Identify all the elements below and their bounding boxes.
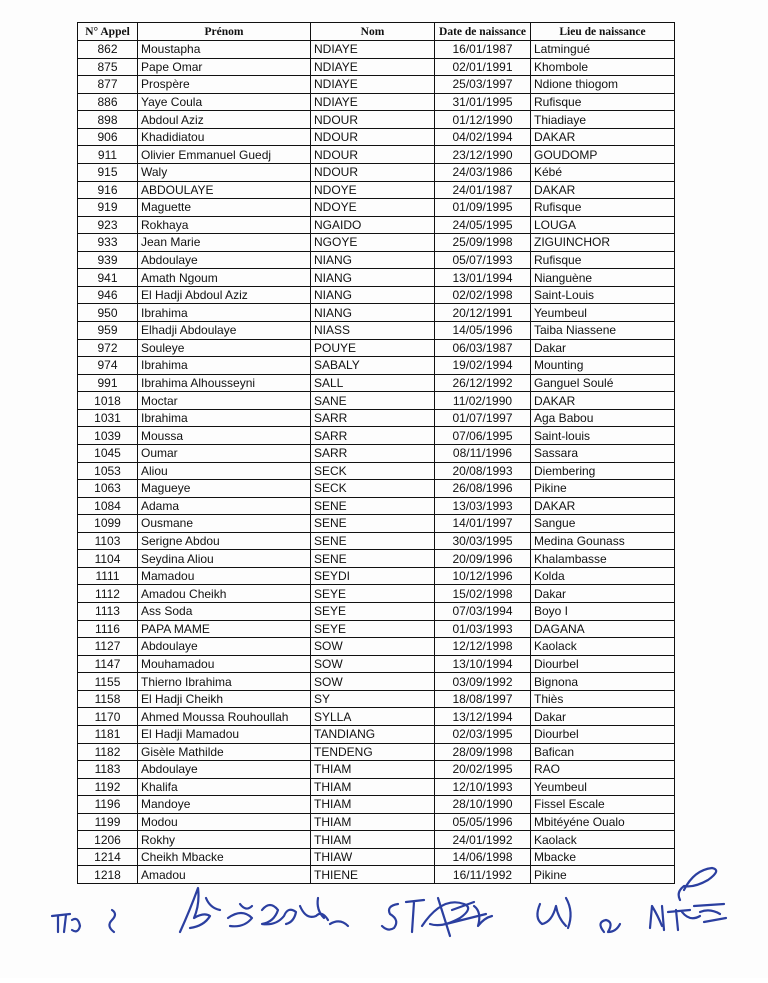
table-row	[78, 655, 675, 673]
nom-cell: NGAIDO	[311, 216, 435, 234]
date-naissance-cell: 05/05/1996	[435, 813, 531, 831]
nom-cell: NIASS	[311, 322, 435, 340]
prenom-cell: Waly	[138, 163, 311, 181]
lieu-naissance-cell: Medina Gounass	[531, 532, 675, 550]
numero-appel-cell: 974	[78, 357, 138, 375]
numero-appel-cell: 1155	[78, 673, 138, 691]
date-naissance-cell: 13/03/1993	[435, 497, 531, 515]
date-naissance-cell: 24/01/1992	[435, 831, 531, 849]
date-naissance-cell: 10/12/1996	[435, 567, 531, 585]
numero-appel-cell: 1112	[78, 585, 138, 603]
lieu-naissance-cell: Bafican	[531, 743, 675, 761]
nom-cell: SOW	[311, 638, 435, 656]
lieu-naissance-cell: Saint-Louis	[531, 286, 675, 304]
nom-cell: NDIAYE	[311, 76, 435, 94]
prenom-cell: Mandoye	[138, 796, 311, 814]
lieu-naissance-cell: Pikine	[531, 866, 675, 884]
prenom-cell: Serigne Abdou	[138, 532, 311, 550]
nom-cell: SEYDI	[311, 567, 435, 585]
lieu-naissance-cell: Rufisque	[531, 93, 675, 111]
date-naissance-cell: 20/09/1996	[435, 550, 531, 568]
date-naissance-cell: 11/02/1990	[435, 392, 531, 410]
date-naissance-cell: 15/02/1998	[435, 585, 531, 603]
date-naissance-cell: 02/02/1998	[435, 286, 531, 304]
date-naissance-cell: 24/03/1986	[435, 163, 531, 181]
nom-cell: SOW	[311, 655, 435, 673]
col-header-nom: Nom	[311, 23, 435, 41]
lieu-naissance-cell: Kaolack	[531, 831, 675, 849]
table-row	[78, 638, 675, 656]
header-row	[78, 23, 675, 41]
numero-appel-cell: 1084	[78, 497, 138, 515]
table-row	[78, 480, 675, 498]
table-row	[78, 76, 675, 94]
lieu-naissance-cell: Sassara	[531, 444, 675, 462]
numero-appel-cell: 862	[78, 41, 138, 59]
numero-appel-cell: 1196	[78, 796, 138, 814]
lieu-naissance-cell: Fissel Escale	[531, 796, 675, 814]
date-naissance-cell: 03/09/1992	[435, 673, 531, 691]
nom-cell: SABALY	[311, 357, 435, 375]
table-row	[78, 603, 675, 621]
prenom-cell: Yaye Coula	[138, 93, 311, 111]
lieu-naissance-cell: Boyo I	[531, 603, 675, 621]
nom-cell: THIAM	[311, 778, 435, 796]
lieu-naissance-cell: Thiès	[531, 690, 675, 708]
nom-cell: SENE	[311, 532, 435, 550]
table-row	[78, 304, 675, 322]
nom-cell: THIAM	[311, 761, 435, 779]
table-row	[78, 357, 675, 375]
numero-appel-cell: 1113	[78, 603, 138, 621]
lieu-naissance-cell: DAGANA	[531, 620, 675, 638]
prenom-cell: PAPA MAME	[138, 620, 311, 638]
prenom-cell: Modou	[138, 813, 311, 831]
candidate-table	[77, 22, 675, 884]
lieu-naissance-cell: DAKAR	[531, 497, 675, 515]
nom-cell: SYLLA	[311, 708, 435, 726]
numero-appel-cell: 991	[78, 374, 138, 392]
numero-appel-cell: 959	[78, 322, 138, 340]
prenom-cell: Khadidiatou	[138, 128, 311, 146]
date-naissance-cell: 23/12/1990	[435, 146, 531, 164]
nom-cell: TENDENG	[311, 743, 435, 761]
lieu-naissance-cell: Mbacke	[531, 848, 675, 866]
lieu-naissance-cell: GOUDOMP	[531, 146, 675, 164]
table-row	[78, 199, 675, 217]
numero-appel-cell: 1045	[78, 444, 138, 462]
numero-appel-cell: 1103	[78, 532, 138, 550]
signatures-area	[0, 840, 768, 978]
nom-cell: SARR	[311, 409, 435, 427]
prenom-cell: Ibrahima	[138, 409, 311, 427]
lieu-naissance-cell: Khalambasse	[531, 550, 675, 568]
date-naissance-cell: 25/09/1998	[435, 234, 531, 252]
lieu-naissance-cell: Yeumbeul	[531, 778, 675, 796]
nom-cell: SY	[311, 690, 435, 708]
numero-appel-cell: 950	[78, 304, 138, 322]
numero-appel-cell: 923	[78, 216, 138, 234]
table-row	[78, 690, 675, 708]
nom-cell: SENE	[311, 497, 435, 515]
lieu-naissance-cell: Yeumbeul	[531, 304, 675, 322]
table-row	[78, 796, 675, 814]
date-naissance-cell: 01/07/1997	[435, 409, 531, 427]
lieu-naissance-cell: Diembering	[531, 462, 675, 480]
date-naissance-cell: 13/10/1994	[435, 655, 531, 673]
date-naissance-cell: 12/12/1998	[435, 638, 531, 656]
prenom-cell: Pape Omar	[138, 58, 311, 76]
nom-cell: NDOUR	[311, 146, 435, 164]
table-row	[78, 93, 675, 111]
prenom-cell: Rokhaya	[138, 216, 311, 234]
date-naissance-cell: 26/12/1992	[435, 374, 531, 392]
table-row	[78, 41, 675, 59]
lieu-naissance-cell: Saint-louis	[531, 427, 675, 445]
prenom-cell: ABDOULAYE	[138, 181, 311, 199]
prenom-cell: El Hadji Abdoul Aziz	[138, 286, 311, 304]
table-row	[78, 392, 675, 410]
prenom-cell: Ibrahima Alhousseyni	[138, 374, 311, 392]
col-header-numero-appel: N° Appel	[78, 23, 138, 41]
prenom-cell: Thierno Ibrahima	[138, 673, 311, 691]
numero-appel-cell: 939	[78, 251, 138, 269]
prenom-cell: Rokhy	[138, 831, 311, 849]
nom-cell: SENE	[311, 550, 435, 568]
handwritten-signatures-icon	[0, 840, 768, 978]
date-naissance-cell: 30/03/1995	[435, 532, 531, 550]
table-row	[78, 585, 675, 603]
date-naissance-cell: 06/03/1987	[435, 339, 531, 357]
prenom-cell: Aliou	[138, 462, 311, 480]
prenom-cell: Cheikh Mbacke	[138, 848, 311, 866]
date-naissance-cell: 01/03/1993	[435, 620, 531, 638]
numero-appel-cell: 1116	[78, 620, 138, 638]
prenom-cell: Ahmed Moussa Rouhoullah	[138, 708, 311, 726]
date-naissance-cell: 01/09/1995	[435, 199, 531, 217]
numero-appel-cell: 1111	[78, 567, 138, 585]
nom-cell: SANE	[311, 392, 435, 410]
numero-appel-cell: 1031	[78, 409, 138, 427]
nom-cell: THIAM	[311, 796, 435, 814]
numero-appel-cell: 1170	[78, 708, 138, 726]
table-row	[78, 181, 675, 199]
date-naissance-cell: 02/03/1995	[435, 725, 531, 743]
prenom-cell: Mamadou	[138, 567, 311, 585]
nom-cell: NIANG	[311, 304, 435, 322]
prenom-cell: Mouhamadou	[138, 655, 311, 673]
prenom-cell: Moctar	[138, 392, 311, 410]
nom-cell: THIAW	[311, 848, 435, 866]
lieu-naissance-cell: Nianguène	[531, 269, 675, 287]
table-row	[78, 322, 675, 340]
date-naissance-cell: 12/10/1993	[435, 778, 531, 796]
numero-appel-cell: 1147	[78, 655, 138, 673]
prenom-cell: Amadou Cheikh	[138, 585, 311, 603]
lieu-naissance-cell: Bignona	[531, 673, 675, 691]
table-row	[78, 778, 675, 796]
numero-appel-cell: 906	[78, 128, 138, 146]
nom-cell: NIANG	[311, 269, 435, 287]
table-row	[78, 269, 675, 287]
nom-cell: SALL	[311, 374, 435, 392]
numero-appel-cell: 941	[78, 269, 138, 287]
numero-appel-cell: 915	[78, 163, 138, 181]
date-naissance-cell: 20/08/1993	[435, 462, 531, 480]
prenom-cell: Ass Soda	[138, 603, 311, 621]
prenom-cell: Oumar	[138, 444, 311, 462]
prenom-cell: Ousmane	[138, 515, 311, 533]
numero-appel-cell: 933	[78, 234, 138, 252]
lieu-naissance-cell: Pikine	[531, 480, 675, 498]
nom-cell: NGOYE	[311, 234, 435, 252]
nom-cell: NDOUR	[311, 163, 435, 181]
numero-appel-cell: 911	[78, 146, 138, 164]
table-row	[78, 708, 675, 726]
nom-cell: THIAM	[311, 831, 435, 849]
table-body	[78, 41, 675, 884]
date-naissance-cell: 16/11/1992	[435, 866, 531, 884]
nom-cell: SEYE	[311, 585, 435, 603]
nom-cell: SECK	[311, 480, 435, 498]
lieu-naissance-cell: LOUGA	[531, 216, 675, 234]
nom-cell: SENE	[311, 515, 435, 533]
lieu-naissance-cell: Mbitéyéne Oualo	[531, 813, 675, 831]
numero-appel-cell: 1183	[78, 761, 138, 779]
lieu-naissance-cell: Ndione thiogom	[531, 76, 675, 94]
date-naissance-cell: 18/08/1997	[435, 690, 531, 708]
table-row	[78, 497, 675, 515]
prenom-cell: Moustapha	[138, 41, 311, 59]
date-naissance-cell: 05/07/1993	[435, 251, 531, 269]
table-row	[78, 532, 675, 550]
numero-appel-cell: 1218	[78, 866, 138, 884]
table-row	[78, 444, 675, 462]
lieu-naissance-cell: RAO	[531, 761, 675, 779]
numero-appel-cell: 898	[78, 111, 138, 129]
lieu-naissance-cell: Dakar	[531, 708, 675, 726]
prenom-cell: Abdoul Aziz	[138, 111, 311, 129]
lieu-naissance-cell: Dakar	[531, 339, 675, 357]
col-header-prenom: Prénom	[138, 23, 311, 41]
nom-cell: THIAM	[311, 813, 435, 831]
prenom-cell: Maguette	[138, 199, 311, 217]
table-row	[78, 216, 675, 234]
numero-appel-cell: 1192	[78, 778, 138, 796]
nom-cell: NDOUR	[311, 128, 435, 146]
nom-cell: NIANG	[311, 251, 435, 269]
nom-cell: SARR	[311, 427, 435, 445]
numero-appel-cell: 1104	[78, 550, 138, 568]
numero-appel-cell: 972	[78, 339, 138, 357]
table-row	[78, 743, 675, 761]
prenom-cell: Khalifa	[138, 778, 311, 796]
prenom-cell: Amath Ngoum	[138, 269, 311, 287]
date-naissance-cell: 01/12/1990	[435, 111, 531, 129]
lieu-naissance-cell: Rufisque	[531, 199, 675, 217]
table-row	[78, 427, 675, 445]
date-naissance-cell: 16/01/1987	[435, 41, 531, 59]
table-row	[78, 567, 675, 585]
nom-cell: NDOUR	[311, 111, 435, 129]
lieu-naissance-cell: DAKAR	[531, 392, 675, 410]
date-naissance-cell: 19/02/1994	[435, 357, 531, 375]
prenom-cell: Abdoulaye	[138, 638, 311, 656]
lieu-naissance-cell: DAKAR	[531, 181, 675, 199]
table-row	[78, 725, 675, 743]
table-row	[78, 515, 675, 533]
table-row	[78, 409, 675, 427]
prenom-cell: Magueye	[138, 480, 311, 498]
prenom-cell: Prospère	[138, 76, 311, 94]
date-naissance-cell: 20/02/1995	[435, 761, 531, 779]
date-naissance-cell: 28/09/1998	[435, 743, 531, 761]
numero-appel-cell: 1199	[78, 813, 138, 831]
nom-cell: NDOYE	[311, 199, 435, 217]
nom-cell: POUYE	[311, 339, 435, 357]
date-naissance-cell: 31/01/1995	[435, 93, 531, 111]
prenom-cell: Abdoulaye	[138, 761, 311, 779]
prenom-cell: Gisèle Mathilde	[138, 743, 311, 761]
numero-appel-cell: 1018	[78, 392, 138, 410]
numero-appel-cell: 877	[78, 76, 138, 94]
prenom-cell: Abdoulaye	[138, 251, 311, 269]
numero-appel-cell: 1039	[78, 427, 138, 445]
numero-appel-cell: 1206	[78, 831, 138, 849]
date-naissance-cell: 14/06/1998	[435, 848, 531, 866]
lieu-naissance-cell: Dakar	[531, 585, 675, 603]
table-row	[78, 761, 675, 779]
nom-cell: NDOYE	[311, 181, 435, 199]
table-row	[78, 550, 675, 568]
prenom-cell: Olivier Emmanuel Guedj	[138, 146, 311, 164]
prenom-cell: Moussa	[138, 427, 311, 445]
numero-appel-cell: 1182	[78, 743, 138, 761]
prenom-cell: Ibrahima	[138, 357, 311, 375]
date-naissance-cell: 04/02/1994	[435, 128, 531, 146]
lieu-naissance-cell: Aga Babou	[531, 409, 675, 427]
lieu-naissance-cell: Sangue	[531, 515, 675, 533]
date-naissance-cell: 13/01/1994	[435, 269, 531, 287]
prenom-cell: El Hadji Cheikh	[138, 690, 311, 708]
lieu-naissance-cell: Diourbel	[531, 725, 675, 743]
nom-cell: NDIAYE	[311, 41, 435, 59]
numero-appel-cell: 1127	[78, 638, 138, 656]
date-naissance-cell: 24/05/1995	[435, 216, 531, 234]
lieu-naissance-cell: Kébé	[531, 163, 675, 181]
lieu-naissance-cell: Kolda	[531, 567, 675, 585]
table-row	[78, 339, 675, 357]
table-row	[78, 813, 675, 831]
date-naissance-cell: 24/01/1987	[435, 181, 531, 199]
prenom-cell: El Hadji Mamadou	[138, 725, 311, 743]
date-naissance-cell: 07/06/1995	[435, 427, 531, 445]
nom-cell: NDIAYE	[311, 58, 435, 76]
nom-cell: TANDIANG	[311, 725, 435, 743]
prenom-cell: Amadou	[138, 866, 311, 884]
nom-cell: SOW	[311, 673, 435, 691]
lieu-naissance-cell: DAKAR	[531, 128, 675, 146]
date-naissance-cell: 26/08/1996	[435, 480, 531, 498]
numero-appel-cell: 1053	[78, 462, 138, 480]
nom-cell: SEYE	[311, 620, 435, 638]
date-naissance-cell: 20/12/1991	[435, 304, 531, 322]
date-naissance-cell: 14/01/1997	[435, 515, 531, 533]
prenom-cell: Souleye	[138, 339, 311, 357]
date-naissance-cell: 08/11/1996	[435, 444, 531, 462]
lieu-naissance-cell: Diourbel	[531, 655, 675, 673]
table-row	[78, 673, 675, 691]
date-naissance-cell: 13/12/1994	[435, 708, 531, 726]
prenom-cell: Seydina Aliou	[138, 550, 311, 568]
table-header	[78, 23, 675, 41]
nom-cell: NDIAYE	[311, 93, 435, 111]
date-naissance-cell: 28/10/1990	[435, 796, 531, 814]
nom-cell: SECK	[311, 462, 435, 480]
date-naissance-cell: 14/05/1996	[435, 322, 531, 340]
lieu-naissance-cell: Mounting	[531, 357, 675, 375]
numero-appel-cell: 875	[78, 58, 138, 76]
lieu-naissance-cell: Latmingué	[531, 41, 675, 59]
prenom-cell: Ibrahima	[138, 304, 311, 322]
lieu-naissance-cell: Ganguel Soulé	[531, 374, 675, 392]
prenom-cell: Elhadji Abdoulaye	[138, 322, 311, 340]
numero-appel-cell: 886	[78, 93, 138, 111]
table-row	[78, 251, 675, 269]
nom-cell: SEYE	[311, 603, 435, 621]
numero-appel-cell: 946	[78, 286, 138, 304]
numero-appel-cell: 1181	[78, 725, 138, 743]
date-naissance-cell: 25/03/1997	[435, 76, 531, 94]
nom-cell: SARR	[311, 444, 435, 462]
col-header-date-naissance: Date de naissance	[435, 23, 531, 41]
table-row	[78, 234, 675, 252]
table-row	[78, 128, 675, 146]
table-row	[78, 163, 675, 181]
lieu-naissance-cell: Khombole	[531, 58, 675, 76]
table-row	[78, 286, 675, 304]
table-row	[78, 620, 675, 638]
numero-appel-cell: 916	[78, 181, 138, 199]
numero-appel-cell: 1099	[78, 515, 138, 533]
date-naissance-cell: 02/01/1991	[435, 58, 531, 76]
numero-appel-cell: 1063	[78, 480, 138, 498]
numero-appel-cell: 1158	[78, 690, 138, 708]
date-naissance-cell: 07/03/1994	[435, 603, 531, 621]
numero-appel-cell: 1214	[78, 848, 138, 866]
lieu-naissance-cell: ZIGUINCHOR	[531, 234, 675, 252]
table-row	[78, 374, 675, 392]
col-header-lieu-naissance: Lieu de naissance	[531, 23, 675, 41]
lieu-naissance-cell: Rufisque	[531, 251, 675, 269]
lieu-naissance-cell: Thiadiaye	[531, 111, 675, 129]
lieu-naissance-cell: Kaolack	[531, 638, 675, 656]
nom-cell: NIANG	[311, 286, 435, 304]
table-row	[78, 146, 675, 164]
table-row	[78, 111, 675, 129]
lieu-naissance-cell: Taiba Niassene	[531, 322, 675, 340]
prenom-cell: Jean Marie	[138, 234, 311, 252]
nom-cell: THIENE	[311, 866, 435, 884]
table-row	[78, 58, 675, 76]
numero-appel-cell: 919	[78, 199, 138, 217]
table-row	[78, 462, 675, 480]
prenom-cell: Adama	[138, 497, 311, 515]
